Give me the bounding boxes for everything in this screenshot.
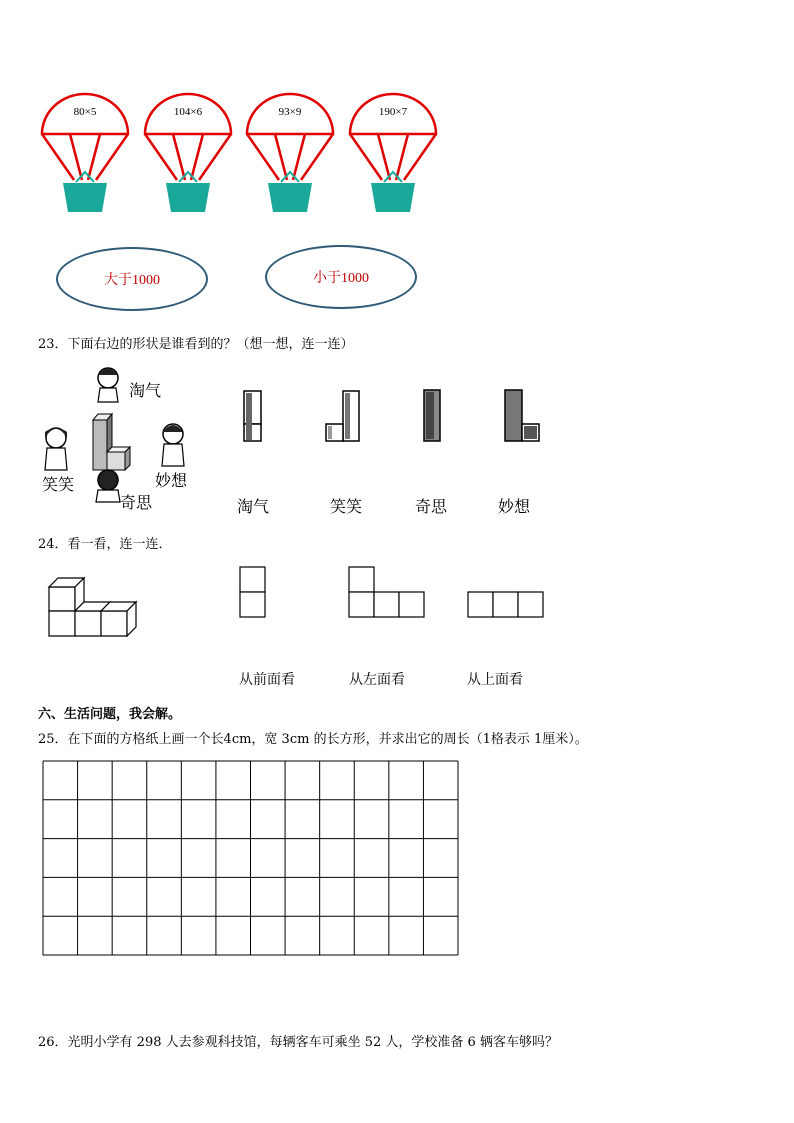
- section-6-heading: 六、生活问题，我会解。: [38, 707, 182, 722]
- q24-3d-cubes: [48, 575, 140, 643]
- oval-greater-than-1000: 大于1000: [56, 247, 208, 311]
- q24-view-label-front: 从前面看: [239, 672, 295, 688]
- q24-view-shape-left[interactable]: [348, 566, 428, 624]
- parachute-label: 104×6: [173, 106, 203, 118]
- kid-name-xiaoxiao: 笑笑: [42, 475, 75, 494]
- q24-view-label-top: 从上面看: [467, 672, 523, 688]
- q24-view-shape-top[interactable]: [467, 591, 547, 623]
- q23-shape-a[interactable]: [243, 390, 263, 446]
- q23-shape-d[interactable]: [504, 389, 542, 446]
- parachute-1: [40, 92, 130, 214]
- question-26: 26．光明小学有 298 人去参观科技馆，每辆客车可乘坐 52 人，学校准备 6 辆客车够吗？: [38, 1035, 558, 1050]
- kid-name-qisi: 奇思: [120, 493, 153, 512]
- parachute-label: 190×7: [378, 106, 408, 118]
- q24-view-shape-front[interactable]: [239, 566, 267, 624]
- q23-answer-label-1: 淘气: [237, 497, 270, 516]
- q23-scene: [40, 362, 200, 512]
- parachute-2: [143, 92, 233, 214]
- question-25: 25．在下面的方格纸上画一个长4cm，宽 3cm 的长方形，并求出它的周长（1格表示 1厘米）。: [38, 732, 588, 747]
- question-23: 23．下面右边的形状是谁看到的？（想一想，连一连）: [38, 337, 354, 352]
- grid-lines: [42, 760, 460, 956]
- parachute-4: [348, 92, 438, 214]
- kid-name-miaoxiang: 妙想: [155, 471, 188, 490]
- parachute-label: 80×5: [73, 106, 97, 118]
- parachute-3: [245, 92, 335, 214]
- question-24: 24．看一看，连一连．: [38, 537, 172, 552]
- q23-answer-label-4: 妙想: [498, 497, 531, 516]
- q23-answer-label-2: 笑笑: [330, 497, 363, 516]
- grid-paper[interactable]: [42, 760, 460, 960]
- parachute-label: 93×9: [278, 106, 302, 118]
- q23-shape-c[interactable]: [423, 389, 443, 446]
- kid-name-taoqi: 淘气: [129, 381, 162, 400]
- q24-view-label-left: 从左面看: [349, 672, 405, 688]
- q23-shape-b[interactable]: [325, 390, 361, 446]
- oval-less-than-1000: 小于1000: [265, 245, 417, 309]
- parachute-row: [0, 0, 794, 220]
- q23-answer-label-3: 奇思: [415, 497, 448, 516]
